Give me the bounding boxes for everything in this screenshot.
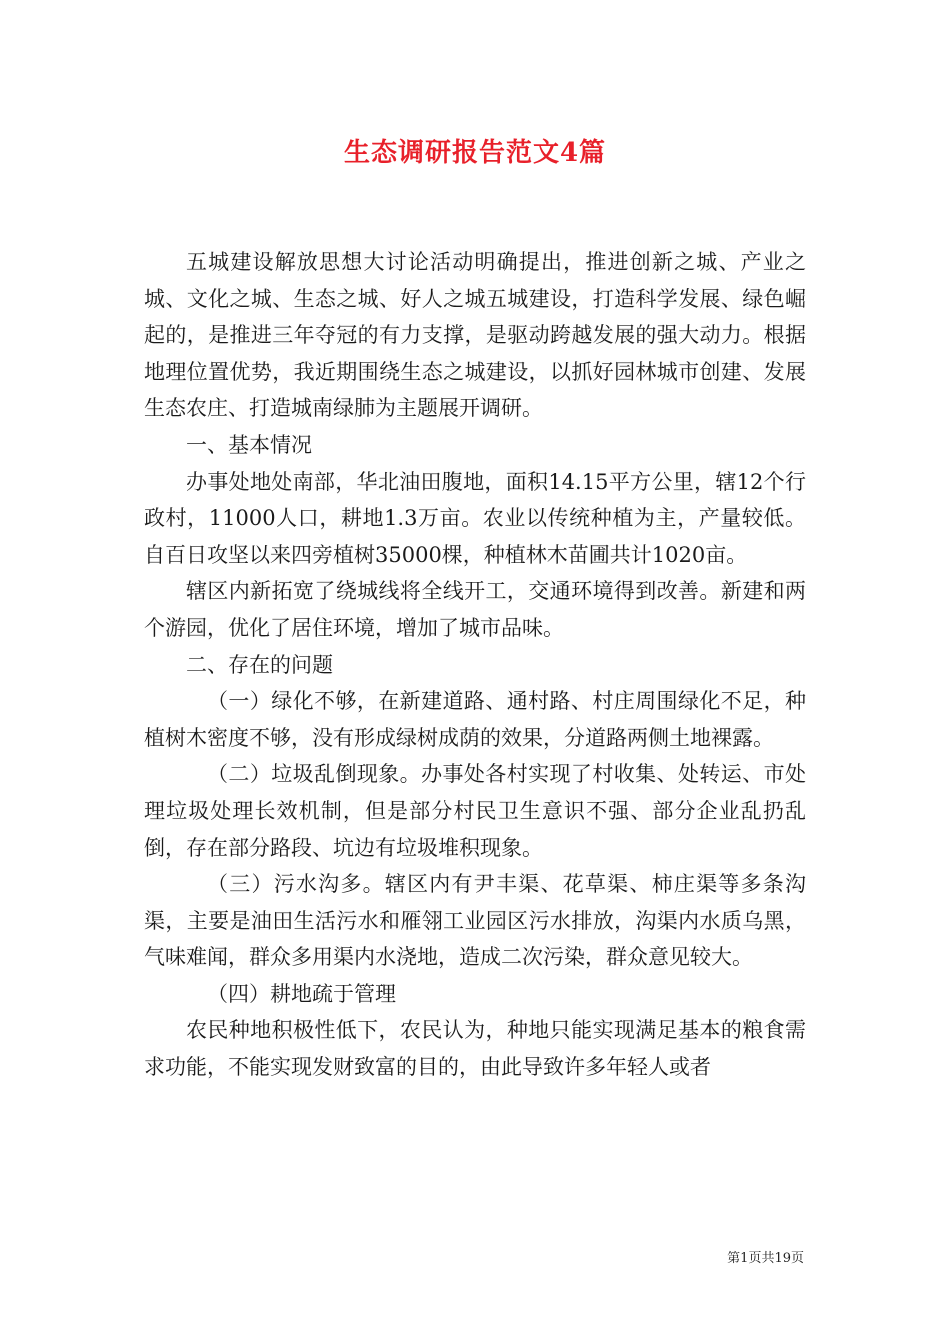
paragraph-basic-info: 办事处地处南部，华北油田腹地，面积14.15平方公里，辖12个行政村，11000人口，耕地1.3万亩。农业以传统种植为主，产量较低。自百日攻坚以来四旁植树35000棵，种植林木苗圃共计1020亩。 [144, 469, 806, 567]
section-heading-problems: 二、存在的问题 [186, 652, 333, 677]
document-title: 生态调研报告范文4篇 [343, 138, 607, 168]
paragraph-farmers: 农民种地积极性低下，农民认为，种地只能实现满足基本的粮食需求功能，不能实现发财致富的目的，由此导致许多年轻人或者 [144, 1018, 806, 1080]
paragraph-problem-garbage: （二）垃圾乱倒现象。办事处各村实现了村收集、处转运、市处理垃圾处理长效机制，但是部分村民卫生意识不强、部分企业乱扔乱倒，存在部分路段、坑边有垃圾堆积现象。 [144, 762, 806, 860]
document-body [144, 244, 806, 1086]
paragraph-problem-sewage: （三）污水沟多。辖区内有尹丰渠、花草渠、柿庄渠等多条沟渠，主要是油田生活污水和雁翎工业园区污水排放，沟渠内水质乌黑，气味难闻，群众多用渠内水浇地，造成二次污染，群众意见较大。 [144, 872, 806, 970]
paragraph-traffic-environment: 辖区内新拓宽了绕城线将全线开工，交通环境得到改善。新建和两个游园，优化了居住环境，增加了城市品味。 [144, 579, 806, 640]
paragraph-intro: 五城建设解放思想大讨论活动明确提出，推进创新之城、产业之城、文化之城、生态之城、好人之城五城建设，打造科学发展、绿色崛起的，是推进三年夺冠的有力支撑，是驱动跨越发展的强大动力。根据地理位置优势，我近期围绕生态之城建设，以抓好园林城市创建、发展生态农庄、打造城南绿肺为主题展开调研。 [144, 250, 806, 421]
section-heading-basic-situation: 一、基本情况 [186, 432, 312, 457]
paragraph-problem-greening: （一）绿化不够，在新建道路、通村路、村庄周围绿化不足，种植树木密度不够，没有形成绿树成荫的效果，分道路两侧土地裸露。 [144, 689, 806, 750]
page-number-footer: 第1页共19页 [727, 1251, 804, 1266]
subheading-farmland-management: （四）耕地疏于管理 [207, 981, 396, 1006]
